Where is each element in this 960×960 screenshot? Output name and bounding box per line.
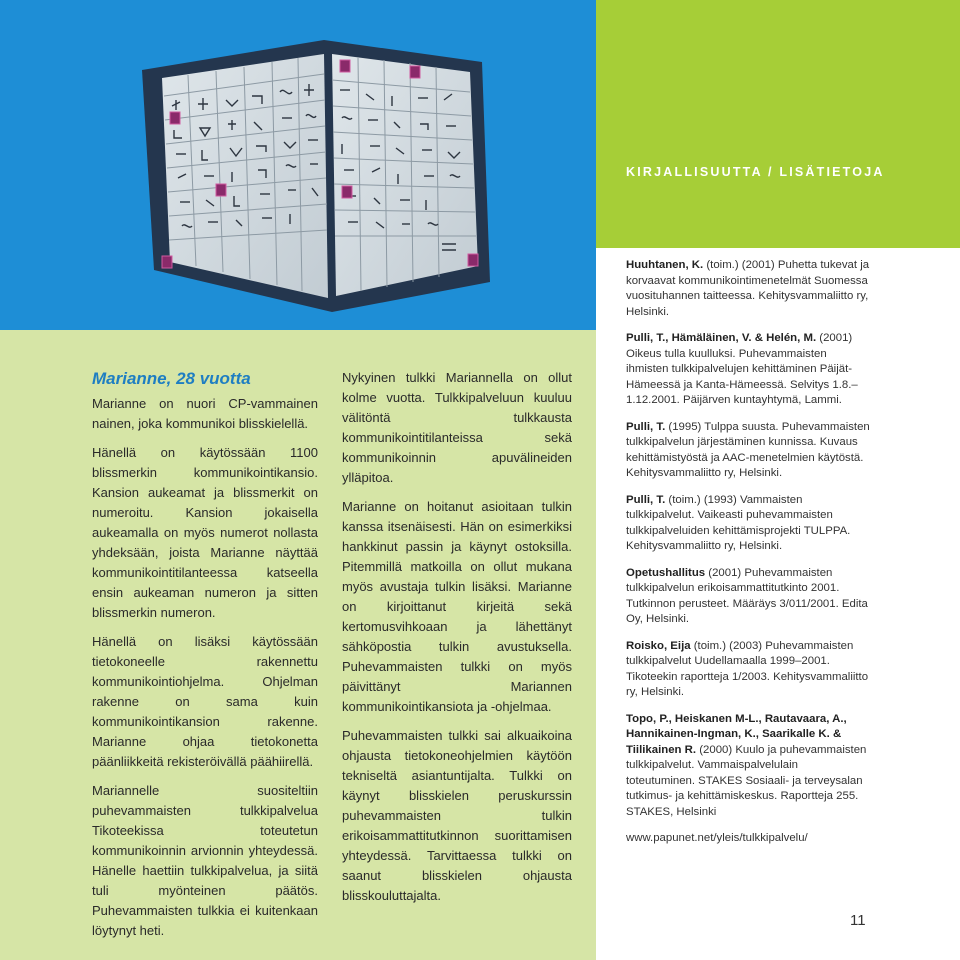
article-heading: Marianne, 28 vuotta [92,369,251,388]
communication-binder-photo [92,0,522,330]
article-paragraph: Marianne on nuori CP-vammainen nainen, joka kommunikoi blisskielellä. [92,396,318,431]
reference-authors: Pulli, T., Hämäläinen, V. & Helén, M. [626,332,817,344]
article-paragraph: Mariannelle suositeltiin puhevammaisten tulkkipalvelua Tikoteekissa toteutetun kommunikoinnin arvionnin yhteydessä. Hänelle haettiin tulkkipalvelua, ja siitä tuli myönteinen päätös. Puhevammaisten tulkkia ei kuitenkaan löytynyt heti. [92,783,318,938]
reference-item [626,566,870,628]
article-column-2 [342,368,572,915]
section-label: KIRJALLISUUTTA / LISÄTIETOJA [626,165,885,179]
papunet-link[interactable]: www.papunet.net/yleis/tulkkipalvelu/ [626,832,808,844]
reference-details: (2000) Kuulo ja puhevammaisten tulkkipalvelut. Vammaispalvelulain toteutuminen. STAKES Sosiaali- ja terveysalan tutkimus- ja kehittämiskeskus. Raportteja 255. STAKES, Helsinki [626,743,867,818]
reference-authors: Roisko, Eija [626,639,691,652]
article-paragraph: Nykyinen tulkki Mariannella on ollut kolme vuotta. Tulkkipalveluun kuuluu välitöntä tulkkausta kommunikointitilanteissa sekä kommunikoinnin apuvälineiden ylläpitoa. [342,370,572,485]
reference-authors: Huuhtanen, K. [626,259,704,271]
article-paragraph: Puhevammaisten tulkki sai alkuaikoina ohjausta tietokoneohjelmien käytöön tekniseltä asiantuntijalta. Tulkki on käynyt blisskielen peruskurssin puhevammaisten tulkin erikoisammattitutkinnon suorittamisen yhteydessä. Tarvittaessa tulkki on saanut blisskielen ohjausta blisskouluttajalta. [342,728,572,903]
article-column-1 [92,368,318,950]
references-list [626,258,870,847]
section-header-panel [596,0,960,248]
reference-authors: Pulli, T. [626,493,666,506]
reference-item [626,420,870,482]
reference-details: (1995) Tulppa suusta. Puhevammaisten tulkkipalvelun järjestäminen kunnissa. Kuvaus kehittämistyöstä ja AAC-menetelmien käytöstä. Kehitysvammaliitto ry, Helsinki. [626,420,870,479]
reference-item [626,639,870,701]
reference-item [626,331,870,409]
article-paragraph: Marianne on hoitanut asioitaan tulkin kanssa itsenäisesti. Hän on esimerkiksi hankkinut passin ja käynyt ostoksilla. Pitemmillä matkoilla on ollut mukana myös avustaja tulkin lisäksi. Marianne on kirjoittanut kirjeitä sekä kertomusvihkoaan ja lähettänyt sähköpostia tulkin avustuksella. Puhevammaisten tulkki on myös päivittänyt Mariannen kommunikointikansiota ja -ohjelmaa. [342,499,572,714]
reference-details: (toim.) (1993) Vammaisten tulkkipalvelut. Vaikeasti puhevammaisten tulkkipalveluiden kehittämisprojekti TULPPA. Kehitysvammaliitto ry, Helsinki. [626,493,851,552]
reference-item [626,712,870,821]
reference-details: (2001) Puhevammaisten tulkkipalvelun erikoisammattitutkinto 2001. Tutkinnon perusteet. Määräys 3/011/2001. Edita Oy, Helsinki. [626,566,868,625]
reference-details: (toim.) (2001) Puhetta tukevat ja korvaavat kommunikointimenetelmät Suomessa vuosituhannen taitteessa. Kehitysvammaliitto ry, Helsinki. [626,259,870,318]
reference-details: (toim.) (2003) Puhevammaisten tulkkipalvelut Uudellamaalla 1999–2001. Tikoteekin raportteja 1/2003. Kehitysvammaliitto ry, Helsinki. [626,639,869,698]
reference-item [626,493,870,555]
page-number: 11 [850,912,866,929]
reference-details: (2001) Oikeus tulla kuulluksi. Puhevammaisten ihmisten tulkkipalvelujen kehittäminen Päijät-Hämeessä ja Kanta-Hämeessä. Selvitys 1.8.–1.12.2001. Päijärven kuntayhtymä, Lammi. [626,332,858,406]
reference-item [626,258,870,320]
reference-authors: Topo, P., Heiskanen M-L., Rautavaara, A., Hannikainen-Ingman, K., Saarikalle K. & Tiilikainen R. [626,712,847,756]
article-paragraph: Hänellä on käytössään 1100 blissmerkin kommunikointikansio. Kansion aukeamat ja blissmerkit on numeroitu. Kansion jokaisella aukeamalla on myös numerot nollasta yhdeksään, joista Marianne näyttää kommunikointitilanteessa katseella ensin aukeaman numeron ja sitten blissmerkin numeron. [92,445,318,620]
reference-authors: Opetushallitus [626,566,706,579]
article-paragraph: Hänellä on lisäksi käytössään tietokoneelle rakennettu kommunikointiohjelma. Ohjelman rakenne on sama kuin kommunikointikansion rakenne. Marianne ohjaa tietokonetta päänliikkeitä rekisteröivällä päähiirellä. [92,634,318,769]
reference-authors: Pulli, T. [626,420,666,433]
